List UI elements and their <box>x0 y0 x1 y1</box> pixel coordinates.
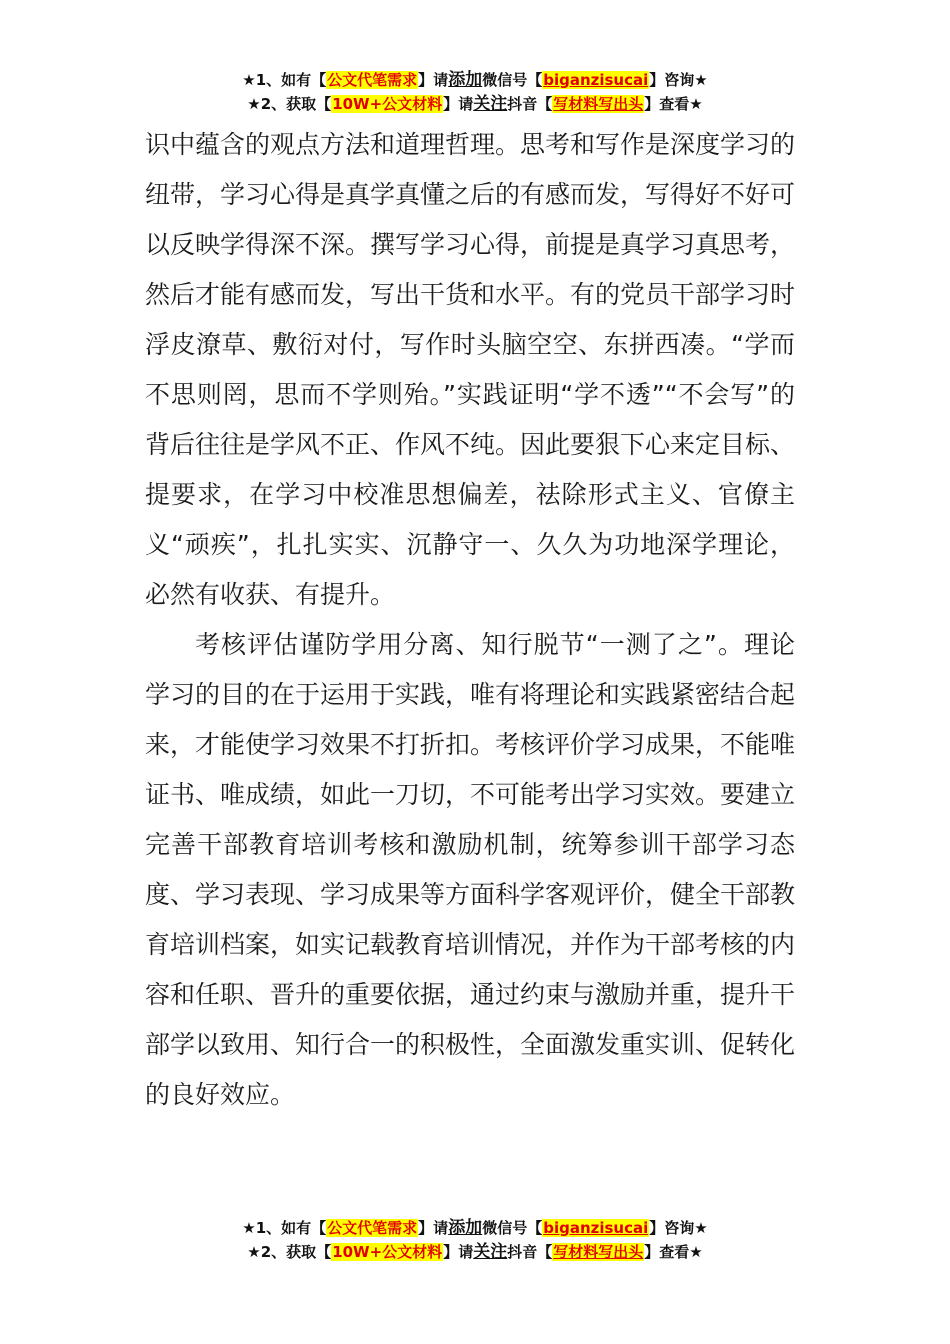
highlight-materials: 10W+公文材料 <box>332 95 443 113</box>
star-icon: ★ <box>694 71 708 89</box>
highlight-service: 公文代笔需求 <box>327 71 418 89</box>
highlight-materials: 10W+公文材料 <box>332 1243 443 1261</box>
star-icon: ★ <box>247 1243 261 1261</box>
document-body <box>145 120 795 1120</box>
header-banner <box>0 68 950 116</box>
wechat-id[interactable]: biganzisucai <box>543 1219 649 1237</box>
star-icon: ★ <box>242 71 256 89</box>
star-icon: ★ <box>689 1243 703 1261</box>
banner-line-1: ★1、如有【公文代笔需求】请添加微信号【biganzisucai】咨询★ <box>242 70 708 90</box>
banner-line-1: ★1、如有【公文代笔需求】请添加微信号【biganzisucai】咨询★ <box>242 1218 708 1238</box>
star-icon: ★ <box>694 1219 708 1237</box>
star-icon: ★ <box>247 95 261 113</box>
paragraph-2: 考核评估谨防学用分离、知行脱节“一测了之”。理论学习的目的在于运用于实践，唯有将理论和实践紧密结合起来，才能使学习效果不打折扣。考核评价学习成果，不能唯证书、唯成绩，如此一刀切，不可能考出学习实效。要建立完善干部教育培训考核和激励机制，统筹参训干部学习态度、学习表现、学习成果等方面科学客观评价，健全干部教育培训档案，如实记载教育培训情况，并作为干部考核的内容和任职、晋升的重要依据，通过约束与激励并重，提升干部学以致用、知行合一的积极性，全面激发重实训、促转化的良好效应。 <box>145 630 796 1109</box>
star-icon: ★ <box>689 95 703 113</box>
douyin-account[interactable]: 写材料写出头 <box>553 1243 644 1261</box>
footer-banner <box>0 1216 950 1264</box>
paragraph-1: 识中蕴含的观点方法和道理哲理。思考和写作是深度学习的纽带，学习心得是真学真懂之后的有感而发，写得好不好可以反映学得深不深。撰写学习心得，前提是真学习真思考，然后才能有感而发，写出干货和水平。有的党员干部学习时浮皮潦草、敷衍对付，写作时头脑空空、东拼西凑。“学而不思则罔，思而不学则殆。”实践证明“学不透”“不会写”的背后往往是学风不正、作风不纯。因此要狠下心来定目标、提要求，在学习中校准思想偏差，祛除形式主义、官僚主义“顽疾”，扎扎实实、沉静守一、久久为功地深学理论，必然有收获、有提升。 <box>145 130 796 609</box>
douyin-account[interactable]: 写材料写出头 <box>553 95 644 113</box>
star-icon: ★ <box>242 1219 256 1237</box>
banner-line-2: ★2、获取【10W+公文材料】请关注抖音【写材料写出头】查看★ <box>247 1242 703 1262</box>
banner-line-2: ★2、获取【10W+公文材料】请关注抖音【写材料写出头】查看★ <box>247 94 703 114</box>
wechat-id[interactable]: biganzisucai <box>543 71 649 89</box>
highlight-service: 公文代笔需求 <box>327 1219 418 1237</box>
